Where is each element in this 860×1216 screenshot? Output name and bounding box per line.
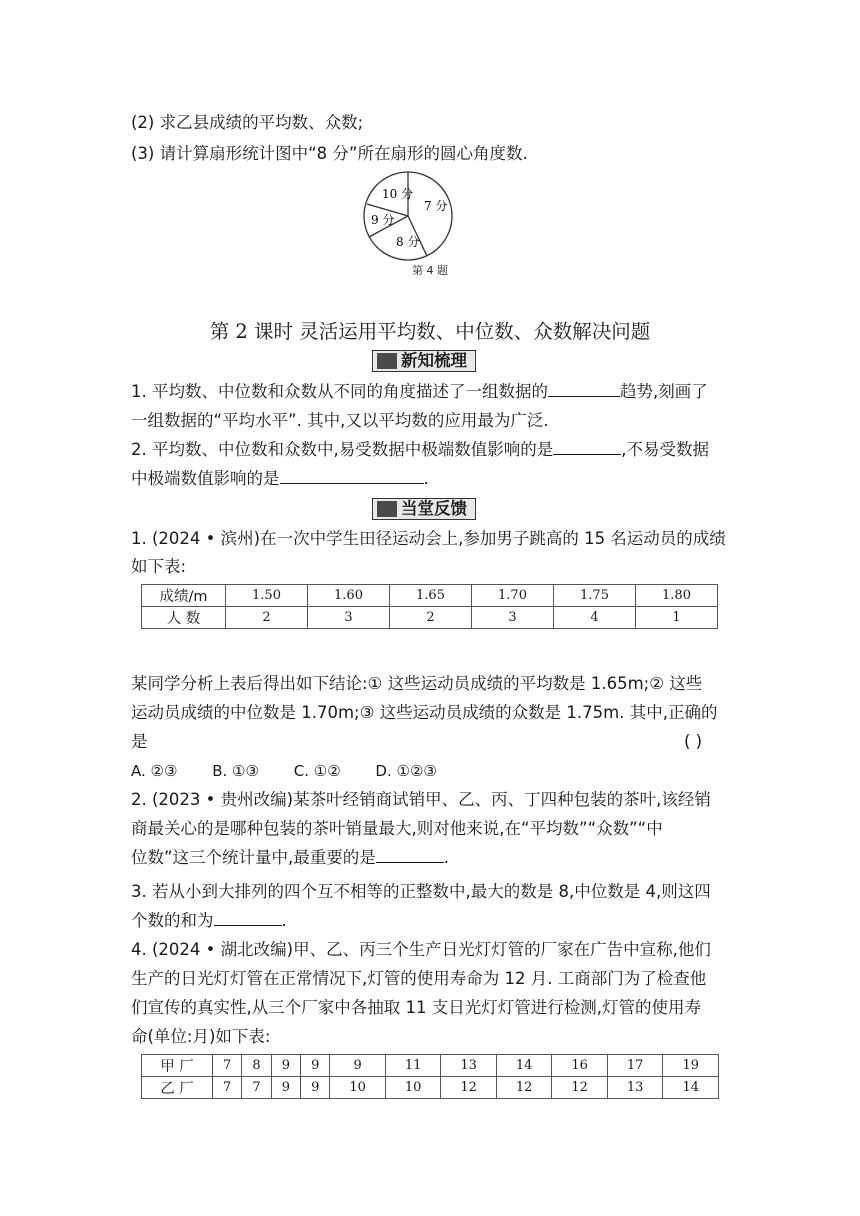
exercise-1-analysis-1: 某同学分析上表后得出如下结论:① 这些运动员成绩的平均数是 1.65m;② 这些 (131, 674, 703, 693)
table-cell: 3 (472, 607, 554, 629)
table-row (142, 585, 718, 607)
table-cell: 4 (554, 607, 636, 629)
table-cell: 3 (308, 607, 390, 629)
pie-slice-label: 7 分 (424, 199, 448, 213)
table-cell: 14 (663, 1077, 719, 1099)
exercise-3-line-2: 个数的和为 . (131, 911, 287, 930)
table-cell: 7 (213, 1055, 242, 1077)
table-cell: 17 (607, 1055, 663, 1077)
table-cell: 9 (271, 1077, 300, 1099)
table-cell: 1.80 (636, 585, 718, 607)
exercise-4-line-1: 4. (2024 • 湖北改编)甲、乙、丙三个生产日光灯灯管的厂家在广告中宣称,他们 (131, 940, 711, 959)
choice-a[interactable]: A. ②③ (131, 762, 178, 780)
table-cell: 14 (496, 1055, 552, 1077)
table-cell: 1.60 (308, 585, 390, 607)
knowledge-1-line-1: 1. 平均数、中位数和众数从不同的角度描述了一组数据的 趋势,刻画了 (131, 382, 708, 401)
exercise-4-line-4: 命(单位:月)如下表: (131, 1027, 271, 1046)
table-cell: 1 (636, 607, 718, 629)
badge-label: 新知梳理 (401, 351, 467, 370)
answer-blank[interactable] (214, 909, 282, 926)
row-label: 甲 厂 (142, 1055, 213, 1077)
table-cell: 1.50 (226, 585, 308, 607)
answer-parentheses[interactable]: ( ) (684, 732, 703, 751)
table-cell: 10 (385, 1077, 441, 1099)
exercise-4-line-2: 生产的日光灯灯管在正常情况下,灯管的使用寿命为 12 月. 工商部门为了检查他 (131, 969, 707, 988)
table-cell: 9 (330, 1055, 386, 1077)
answer-blank[interactable] (376, 846, 444, 863)
table-cell: 16 (552, 1055, 608, 1077)
exercise-2-line-3: 位数”这三个统计量中,最重要的是 . (131, 848, 450, 867)
table-row (142, 1055, 719, 1077)
table-cell: 1.70 (472, 585, 554, 607)
table-cell: 19 (663, 1055, 719, 1077)
table-cell: 12 (496, 1077, 552, 1099)
section-badge-knowledge (372, 350, 476, 372)
table-cell: 1.65 (390, 585, 472, 607)
lifespan-table (141, 1054, 719, 1099)
figure-caption: 第 4 题 (412, 264, 448, 277)
table-row (142, 607, 718, 629)
exercise-1-stem-1: 1. (2024 • 滨州)在一次中学生田径运动会上,参加男子跳高的 15 名运动员的成绩 (131, 529, 726, 548)
pie-chart (360, 170, 456, 262)
table-cell: 13 (607, 1077, 663, 1099)
row-label: 人 数 (142, 607, 226, 629)
table-cell: 2 (226, 607, 308, 629)
table-cell: 10 (330, 1077, 386, 1099)
answer-blank[interactable] (280, 467, 424, 484)
table-cell: 7 (242, 1077, 271, 1099)
exercise-1-analysis-2: 运动员成绩的中位数是 1.70m;③ 这些运动员成绩的众数是 1.75m. 其中,正确的 (131, 703, 718, 722)
exercise-4-line-3: 们宣传的真实性,从三个厂家中各抽取 11 支日光灯灯管进行检测,灯管的使用寿 (131, 998, 701, 1017)
table-cell: 7 (213, 1077, 242, 1099)
badge-label: 当堂反馈 (401, 499, 467, 518)
pie-slice-label: 9 分 (371, 213, 395, 227)
knowledge-1-line-2: 一组数据的“平均水平”. 其中,又以平均数的应用最为广泛. (131, 411, 549, 430)
exercise-2-line-2: 商最关心的是哪种包装的茶叶销量最大,则对他来说,在“平均数”“众数”“中 (131, 819, 663, 838)
choice-d[interactable]: D. ①②③ (375, 762, 437, 780)
table-cell: 12 (441, 1077, 497, 1099)
answer-blank[interactable] (553, 438, 621, 455)
table-cell: 2 (390, 607, 472, 629)
book-icon (377, 353, 397, 369)
table-cell: 8 (242, 1055, 271, 1077)
table-cell: 12 (552, 1077, 608, 1099)
lesson-title: 第 2 课时 灵活运用平均数、中位数、众数解决问题 (209, 320, 651, 343)
table-cell: 9 (301, 1055, 330, 1077)
pie-slice-label: 8 分 (396, 235, 420, 249)
row-label: 成绩/m (142, 585, 226, 607)
exercise-1-analysis-3: 是 (131, 732, 148, 751)
knowledge-2-line-2: 中极端数值影响的是 . (131, 469, 429, 488)
question-3: (3) 请计算扇形统计图中“8 分”所在扇形的圆心角度数. (131, 144, 528, 163)
exercise-2-line-1: 2. (2023 • 贵州改编)某茶叶经销商试销甲、乙、丙、丁四种包装的茶叶,该经销 (131, 790, 711, 809)
answer-blank[interactable] (548, 380, 620, 397)
knowledge-2-line-1: 2. 平均数、中位数和众数中,易受数据中极端数值影响的是 ,不易受数据 (131, 440, 709, 459)
table-cell: 13 (441, 1055, 497, 1077)
leaf-icon (377, 501, 397, 517)
row-label: 乙 厂 (142, 1077, 213, 1099)
table-row (142, 1077, 719, 1099)
question-2: (2) 求乙县成绩的平均数、众数; (131, 113, 364, 132)
choice-c[interactable]: C. ①② (293, 762, 341, 780)
exercise-1-choices (131, 759, 467, 783)
choice-b[interactable]: B. ①③ (212, 762, 259, 780)
exercise-1-stem-2: 如下表: (131, 557, 187, 576)
exercise-3-line-1: 3. 若从小到大排列的四个互不相等的正整数中,最大的数是 8,中位数是 4,则这四 (131, 882, 711, 901)
score-table (141, 584, 718, 629)
table-cell: 9 (271, 1055, 300, 1077)
section-badge-feedback (372, 498, 476, 520)
table-cell: 11 (385, 1055, 441, 1077)
table-cell: 1.75 (554, 585, 636, 607)
table-cell: 9 (301, 1077, 330, 1099)
pie-slice-label: 10 分 (382, 187, 414, 201)
